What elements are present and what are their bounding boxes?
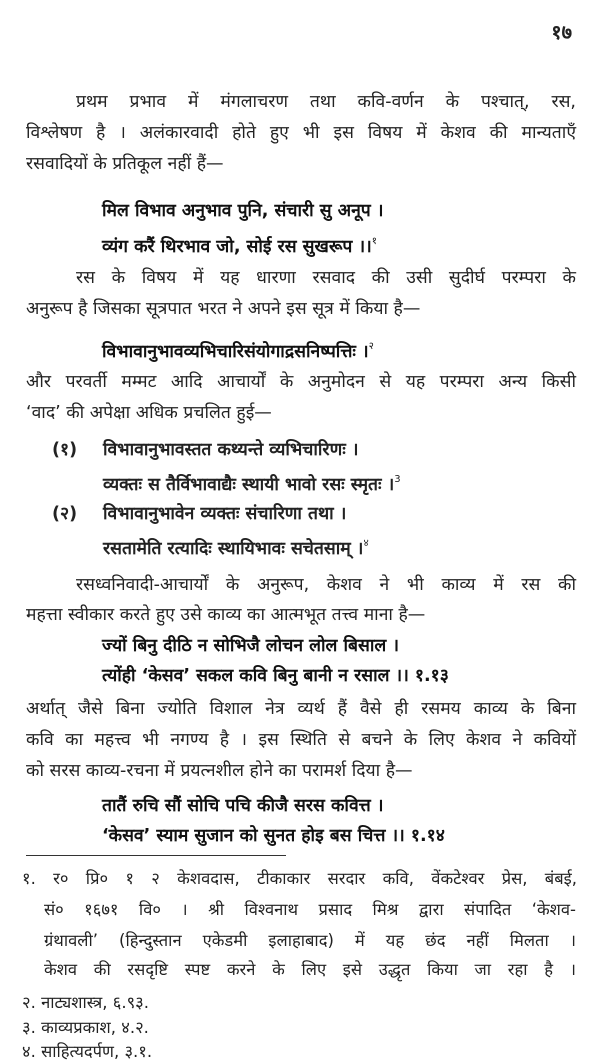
footnote-ref: १ xyxy=(371,236,377,247)
paragraph-line: ‘वाद’ की अपेक्षा अधिक प्रचलित हुई— xyxy=(26,403,272,423)
quote-line: विभावानुभावस्तत कथ्यन्ते व्यभिचारिणः । xyxy=(103,440,359,460)
verse-line: मिल विभाव अनुभाव पुनि, संचारी सु अनूप । xyxy=(102,201,384,221)
quote-number: (२) xyxy=(52,504,78,524)
paragraph-line: कवि का महत्त्व भी नगण्य है । इस स्थिति से बचने के लिए केशव ने कवियों xyxy=(26,730,576,750)
sutra-line xyxy=(102,335,600,364)
footnote-line: ३. काव्यप्रकाश, ४.२. xyxy=(22,1018,149,1037)
paragraph-line: रस के विषय में यह धारणा रसवाद की उसी सुदीर्घ परम्परा के xyxy=(76,268,576,288)
quote-line xyxy=(103,532,600,561)
footnote-line: ग्रंथावली’ (हिन्दुस्तान एकेडमी इलाहाबाद) में यह छंद नहीं मिलता । xyxy=(44,931,576,950)
paragraph-line: अर्थात् जैसे बिना ज्योति विशाल नेत्र व्यर्थ हैं वैसे ही रसमय काव्य के बिना xyxy=(26,699,576,719)
verse-line: ज्यों बिनु दीठि न सोभिजै लोचन लोल बिसाल । xyxy=(102,636,399,656)
paragraph-line: महत्ता स्वीकार करते हुए उसे काव्य का आत्मभूत तत्त्व माना है— xyxy=(26,605,426,625)
quote-line: विभावानुभावेन व्यक्तः संचारिणा तथा । xyxy=(103,504,347,524)
footnote-ref: 3 xyxy=(394,474,401,485)
paragraph-line: प्रथम प्रभाव में मंगलाचरण तथा कवि-वर्णन के पश्चात्, रस, xyxy=(76,92,576,112)
footnote-ref: ४ xyxy=(363,538,369,549)
page-number: १७ xyxy=(551,20,572,44)
paragraph-line: और परवर्ती मम्मट आदि आचार्यों के अनुमोदन से यह परम्परा अन्य किसी xyxy=(26,372,576,392)
quote-text: व्यक्तः स तैर्विभावाद्यैः स्थायी भावो रसः स्मृतः । xyxy=(103,475,395,495)
verse-line xyxy=(102,230,600,259)
footnote-line: २. नाट्यशास्त्र, ६.९३. xyxy=(22,993,149,1012)
sutra-text: विभावानुभावव्यभिचारिसंयोगाद्रसनिष्पत्तिः । xyxy=(102,342,369,362)
paragraph-line: रसध्वनिवादी-आचार्यों के अनुरूप, केशव ने भी काव्य में रस की xyxy=(76,575,576,595)
footnote-line: १. र० प्रि० १ २ केशवदास, टीकाकार सरदार कवि, वेंकटेश्वर प्रेस, बंबई, xyxy=(22,869,577,888)
footnote-divider xyxy=(26,855,286,856)
footnote-line: ४. साहित्यदर्पण, ३.१. xyxy=(22,1042,153,1061)
paragraph-line: को सरस काव्य-रचना में प्रयत्नशील होने का परामर्श दिया है— xyxy=(26,761,413,781)
verse-text: व्यंग करैं थिरभाव जो, सोई रस सुखरूप ।। xyxy=(102,237,372,257)
footnote-line: सं० १६७१ वि० । श्री विश्वनाथ प्रसाद मिश्र द्वारा संपादित ‘केशव- xyxy=(44,900,576,919)
verse-line: त्योंही ‘केसव’ सकल कवि बिनु बानी न रसाल ।। १.१३ xyxy=(102,666,449,686)
quote-line xyxy=(103,468,600,497)
verse-line: ‘केसव’ स्याम सुजान को सुनत होइ बस चित्त ।। १.१४ xyxy=(102,826,445,846)
paragraph-line: रसवादियों के प्रतिकूल नहीं हैं— xyxy=(26,154,224,174)
paragraph-line: विश्लेषण है । अलंकारवादी होते हुए भी इस विषय में केशव की मान्यताएँ xyxy=(26,123,576,143)
quote-number: (१) xyxy=(52,440,78,460)
footnote-ref: २ xyxy=(368,341,374,352)
footnote-line: केशव की रसदृष्टि स्पष्ट करने के लिए इसे उद्धृत किया जा रहा है । xyxy=(44,960,576,979)
verse-line: तातैं रुचि सौं सोचि पचि कीजै सरस कवित्त । xyxy=(102,796,384,816)
quote-text: रसतामेति रत्यादिः स्थायिभावः सचेतसाम् । xyxy=(103,539,364,559)
paragraph-line: अनुरूप है जिसका सूत्रपात भरत ने अपने इस सूत्र में किया है— xyxy=(26,299,421,319)
